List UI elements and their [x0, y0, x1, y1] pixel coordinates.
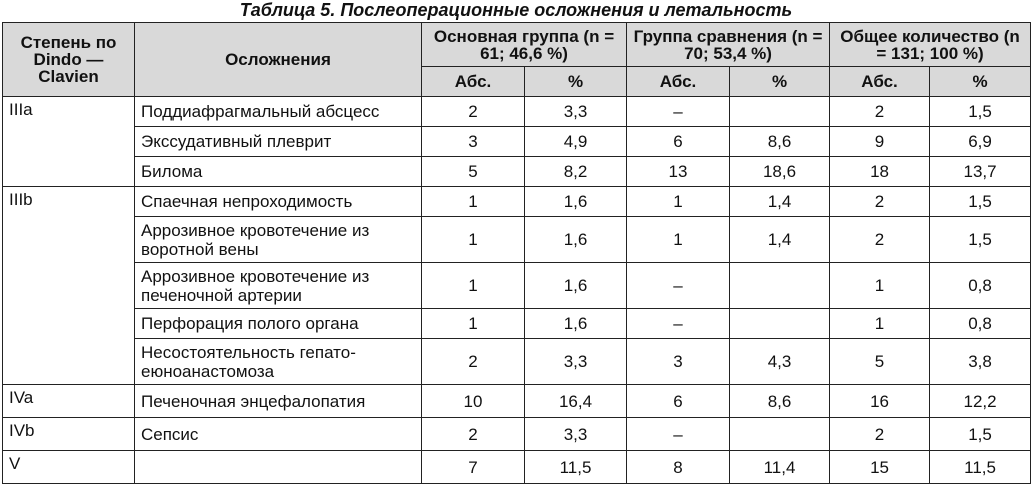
- comparison-abs-cell: –: [627, 418, 730, 451]
- table-row: [3, 97, 1031, 127]
- total-pct-cell: 1,5: [930, 187, 1031, 217]
- complication-cell: Аррозивное кровотечение из печеночной артерии: [135, 263, 422, 309]
- complication-cell: Поддиафрагмальный абсцесс: [135, 97, 422, 127]
- comparison-pct-cell: [730, 418, 830, 451]
- complication-cell: Перфорация полого органа: [135, 309, 422, 339]
- total-abs-cell: 5: [830, 339, 930, 385]
- total-pct-cell: 1,5: [930, 217, 1031, 263]
- main-abs-cell: 1: [422, 309, 525, 339]
- main-abs-cell: 5: [422, 157, 525, 187]
- comparison-abs-cell: 3: [627, 339, 730, 385]
- main-pct-cell: 1,6: [525, 187, 627, 217]
- header-total: Общее количество (n = 131; 100 %): [830, 23, 1031, 67]
- complication-cell: Сепсис: [135, 418, 422, 451]
- comparison-pct-cell: 18,6: [730, 157, 830, 187]
- comparison-abs-cell: –: [627, 263, 730, 309]
- main-abs-cell: 2: [422, 418, 525, 451]
- main-abs-cell: 7: [422, 451, 525, 484]
- comparison-abs-cell: –: [627, 97, 730, 127]
- total-abs-cell: 1: [830, 309, 930, 339]
- total-abs-cell: 1: [830, 263, 930, 309]
- comparison-abs-cell: 13: [627, 157, 730, 187]
- main-abs-cell: 1: [422, 217, 525, 263]
- total-pct-cell: 12,2: [930, 385, 1031, 418]
- total-abs-cell: 2: [830, 418, 930, 451]
- comparison-pct-cell: 1,4: [730, 217, 830, 263]
- total-pct-cell: 13,7: [930, 157, 1031, 187]
- grade-cell: IIIa: [3, 97, 135, 187]
- table-row: [3, 157, 1031, 187]
- grade-cell: IVb: [3, 418, 135, 451]
- total-pct-cell: 1,5: [930, 418, 1031, 451]
- total-pct-cell: 3,8: [930, 339, 1031, 385]
- grade-cell: IVa: [3, 385, 135, 418]
- complication-cell: Спаечная непроходимость: [135, 187, 422, 217]
- main-pct-cell: 11,5: [525, 451, 627, 484]
- comparison-abs-cell: 8: [627, 451, 730, 484]
- total-abs-cell: 2: [830, 217, 930, 263]
- complication-cell: Печеночная энцефалопатия: [135, 385, 422, 418]
- main-pct-cell: 1,6: [525, 263, 627, 309]
- main-pct-cell: 1,6: [525, 217, 627, 263]
- header-complication: Осложнения: [135, 23, 422, 97]
- total-abs-cell: 16: [830, 385, 930, 418]
- header-grade: Степень по Dindo — Clavien: [3, 23, 135, 97]
- complication-cell: Экссудативный плеврит: [135, 127, 422, 157]
- comparison-pct-cell: 8,6: [730, 127, 830, 157]
- comparison-pct-cell: [730, 309, 830, 339]
- total-pct-cell: 6,9: [930, 127, 1031, 157]
- complication-cell: Билома: [135, 157, 422, 187]
- comparison-pct-cell: [730, 97, 830, 127]
- total-abs-cell: 15: [830, 451, 930, 484]
- total-pct-cell: 0,8: [930, 263, 1031, 309]
- total-abs-cell: 9: [830, 127, 930, 157]
- table-row: [3, 187, 1031, 217]
- complications-table: [2, 22, 1031, 484]
- table-row: [3, 451, 1031, 484]
- main-pct-cell: 3,3: [525, 97, 627, 127]
- comparison-abs-cell: 1: [627, 217, 730, 263]
- total-abs-cell: 18: [830, 157, 930, 187]
- comparison-pct-cell: 8,6: [730, 385, 830, 418]
- main-pct-cell: 3,3: [525, 339, 627, 385]
- complication-cell: Аррозивное кровотечение из воротной вены: [135, 217, 422, 263]
- total-abs-cell: 2: [830, 187, 930, 217]
- header-abs: Абс.: [422, 67, 525, 97]
- main-abs-cell: 1: [422, 263, 525, 309]
- table-caption: Таблица 5. Послеоперационные осложнения и летальность: [239, 0, 793, 20]
- complication-cell: Несостоятельность гепато-еюноанастомоза: [135, 339, 422, 385]
- grade-cell: IIIb: [3, 187, 135, 385]
- header-group-main: Основная группа (n = 61; 46,6 %): [422, 23, 627, 67]
- main-pct-cell: 1,6: [525, 309, 627, 339]
- comparison-abs-cell: 1: [627, 187, 730, 217]
- comparison-pct-cell: 4,3: [730, 339, 830, 385]
- table-row: [3, 127, 1031, 157]
- total-pct-cell: 1,5: [930, 97, 1031, 127]
- table-row: [3, 385, 1031, 418]
- comparison-pct-cell: 1,4: [730, 187, 830, 217]
- total-pct-cell: 0,8: [930, 309, 1031, 339]
- complication-cell: [135, 451, 422, 484]
- comparison-abs-cell: 6: [627, 127, 730, 157]
- table-row: [3, 263, 1031, 309]
- main-pct-cell: 16,4: [525, 385, 627, 418]
- header-abs: Абс.: [830, 67, 930, 97]
- main-pct-cell: 3,3: [525, 418, 627, 451]
- header-group-comparison: Группа сравнения (n = 70; 53,4 %): [627, 23, 830, 67]
- total-pct-cell: 11,5: [930, 451, 1031, 484]
- main-abs-cell: 3: [422, 127, 525, 157]
- header-pct: %: [525, 67, 627, 97]
- table-row: [3, 217, 1031, 263]
- total-abs-cell: 2: [830, 97, 930, 127]
- table-row: [3, 309, 1031, 339]
- main-pct-cell: 4,9: [525, 127, 627, 157]
- main-abs-cell: 2: [422, 97, 525, 127]
- table-row: [3, 418, 1031, 451]
- comparison-abs-cell: 6: [627, 385, 730, 418]
- comparison-pct-cell: 11,4: [730, 451, 830, 484]
- main-abs-cell: 10: [422, 385, 525, 418]
- table-row: [3, 339, 1031, 385]
- main-pct-cell: 8,2: [525, 157, 627, 187]
- header-pct: %: [930, 67, 1031, 97]
- comparison-pct-cell: [730, 263, 830, 309]
- grade-cell: V: [3, 451, 135, 484]
- header-abs: Абс.: [627, 67, 730, 97]
- main-abs-cell: 1: [422, 187, 525, 217]
- main-abs-cell: 2: [422, 339, 525, 385]
- header-pct: %: [730, 67, 830, 97]
- comparison-abs-cell: –: [627, 309, 730, 339]
